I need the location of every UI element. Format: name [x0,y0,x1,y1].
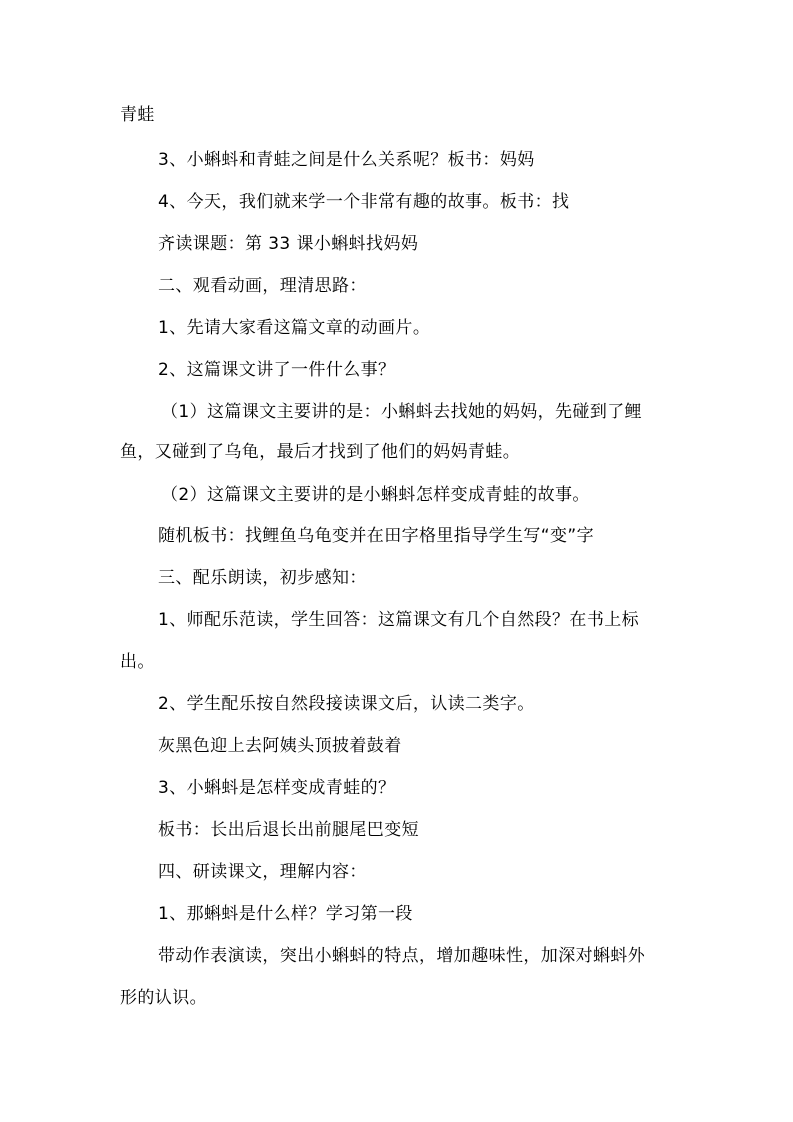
section-heading: 二、观看动画，理清思路： [158,276,367,296]
text-line: 鱼，又碰到了乌龟，最后才找到了他们的妈妈青蛙。 [120,442,521,462]
text-line: 灰黑色迎上去阿姨头顶披着鼓着 [158,736,402,756]
text-line: 1、师配乐范读，学生回答：这篇课文有几个自然段？在书上标 [158,610,640,630]
text-line: 3、小蝌蚪和青蛙之间是什么关系呢？板书：妈妈 [158,150,535,170]
text-line: 随机板书：找鲤鱼乌龟变并在田字格里指导学生写“变”字 [158,526,595,546]
text-line: 板书：长出后退长出前腿尾巴变短 [158,820,419,840]
text-line: 齐读课题：第 33 课小蝌蚪找妈妈 [158,234,419,254]
text-line: 4、今天，我们就来学一个非常有趣的故事。板书：找 [158,192,570,212]
text-line: 1、那蝌蚪是什么样？学习第一段 [158,904,413,924]
section-heading: 四、研读课文，理解内容： [158,862,367,882]
text-line: 3、小蝌蚪是怎样变成青蛙的？ [158,778,396,798]
text-line: 带动作表演读，突出小蝌蚪的特点，增加趣味性，加深对蝌蚪外 [158,946,646,966]
section-heading: 三、配乐朗读，初步感知： [158,568,367,588]
text-line: 2、学生配乐按自然段接读课文后，认读二类字。 [158,694,535,714]
text-line: 1、先请大家看这篇文章的动画片。 [158,318,431,338]
text-line: 2、这篇课文讲了一件什么事？ [158,360,396,380]
text-line: 形的认识。 [120,988,207,1008]
text-line: 出。 [120,652,155,672]
text-line: 青蛙 [120,105,155,125]
text-line: （1）这篇课文主要讲的是：小蝌蚪去找她的妈妈，先碰到了鲤 [161,402,643,422]
text-line: （2）这篇课文主要讲的是小蝌蚪怎样变成青蛙的故事。 [161,485,590,505]
